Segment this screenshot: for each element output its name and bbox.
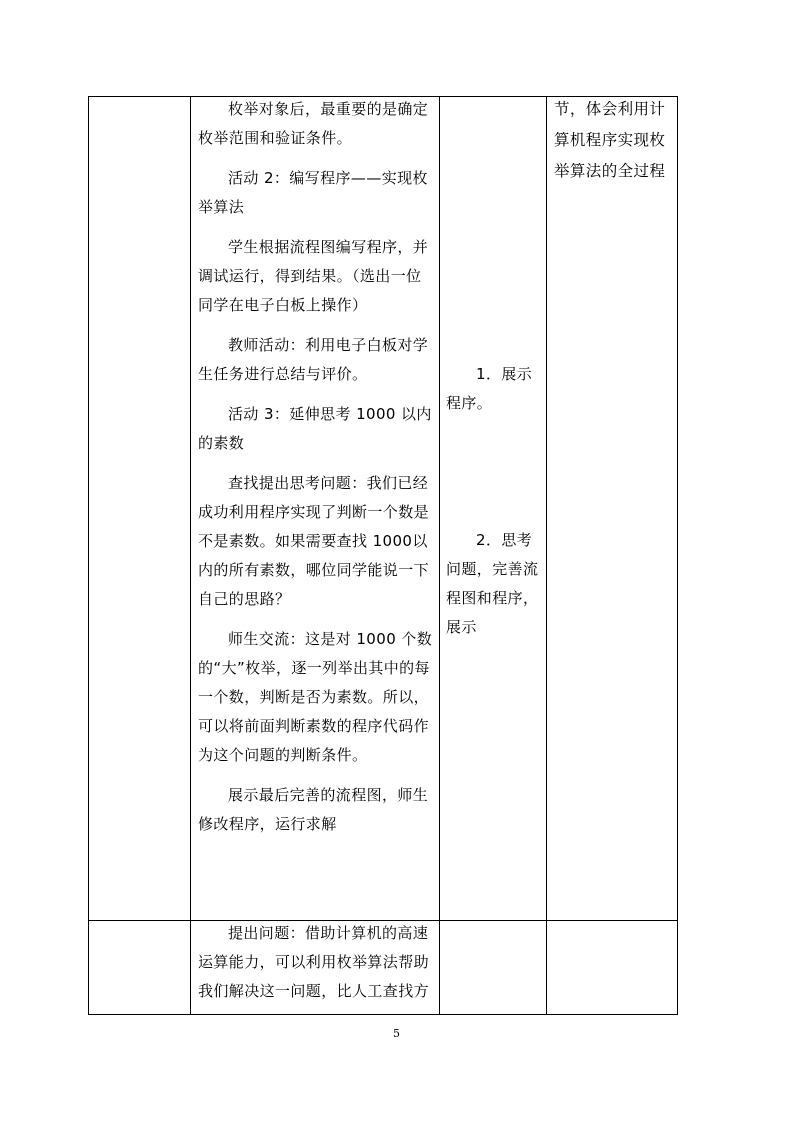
table-row bbox=[89, 921, 678, 1015]
table-cell-col1 bbox=[89, 921, 191, 1015]
student-action-2: 2．思考问题，完善流程图和程序，展示 bbox=[446, 531, 539, 636]
paragraph-enum-range: 枚举对象后，最重要的是确定枚举范围和验证条件。 bbox=[198, 100, 429, 147]
table-cell-student-actions bbox=[440, 921, 547, 1015]
table-cell-student-actions bbox=[440, 97, 547, 921]
design-intent-text: 节，体会利用计算机程序实现枚举算法的全过程 bbox=[554, 100, 666, 180]
student-action-1: 1．展示程序。 bbox=[446, 365, 533, 412]
page-number: 5 bbox=[393, 1027, 400, 1040]
paragraph-activity-2: 活动 2：编写程序——实现枚举算法 bbox=[198, 169, 428, 216]
table-cell-col1 bbox=[89, 97, 191, 921]
paragraph-activity-3: 活动 3：延伸思考 1000 以内的素数 bbox=[198, 405, 432, 452]
table-cell-activities bbox=[191, 97, 440, 921]
paragraph-raise-question: 提出问题：借助计算机的高速运算能力，可以利用枚举算法帮助我们解决这一问题，比人工查找方 bbox=[198, 924, 430, 1000]
table-row bbox=[89, 97, 678, 921]
paragraph-final: 展示最后完善的流程图，师生修改程序，运行求解 bbox=[198, 786, 429, 833]
paragraph-teacher-activity: 教师活动：利用电子白板对学生任务进行总结与评价。 bbox=[198, 336, 429, 383]
table-cell-design-intent bbox=[547, 921, 678, 1015]
lesson-plan-table bbox=[88, 96, 678, 1015]
table-cell-design-intent bbox=[547, 97, 678, 921]
paragraph-discussion: 师生交流：这是对 1000 个数的“大”枚举，逐一列举出其中的每一个数，判断是否为素数。所以，可以将前面判断素数的程序代码作为这个问题的判断条件。 bbox=[198, 630, 433, 764]
paragraph-question: 查找提出思考问题：我们已经成功利用程序实现了判断一个数是不是素数。如果需要查找 1000以内的所有素数，哪位同学能说一下自己的思路？ bbox=[198, 474, 430, 608]
paragraph-student-coding: 学生根据流程图编写程序，并调试运行，得到结果。（选出一位同学在电子白板上操作） bbox=[198, 238, 429, 314]
table-cell-activities bbox=[191, 921, 440, 1015]
